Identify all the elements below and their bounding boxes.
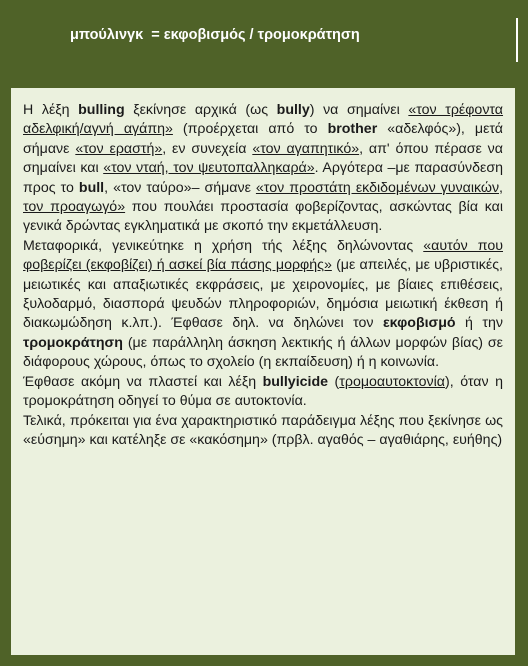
text-run: ) να σημαίνει: [309, 102, 409, 118]
right-edge-divider: [516, 18, 518, 62]
text-run: (με απειλές, με υβριστικές, μειωτικές και απαξιωτικές εκφράσεις, με χειρονομίες, με βίαιες επιθέσεις, ξυλοδαρμό, διασπορά ψευδών πληροφοριών, δημόσια μειωτική έκθεση ή διακωμώδηση κ.λπ.). Έφθασε δηλ. να δηλώνει τον: [23, 257, 503, 332]
text-run: «αδελφός»), μετά σήμανε: [23, 121, 503, 157]
text-run: Τελικά, πρόκειται για ένα χαρακτηριστικό παράδειγμα λέξης που ξεκίνησε ως «εύσημη» και κατέληξε σε «κακόσημη» (πρβλ. αγαθός – αγαθιάρης, ευήθης): [23, 412, 503, 448]
text-run: (προέρχεται από το: [172, 121, 328, 138]
text-run: που πουλάει προστασία φοβερίζοντας, ασκώντας βία και γενικά δρώντας εγκληματικά με σκοπό την εκμετάλλευση.: [23, 199, 503, 235]
text-run: , «τον ταύρο»– σήμανε: [104, 179, 256, 196]
page-title: μπούλινγκ = εκφοβισμός / τρομοκράτηση: [70, 27, 360, 43]
paragraph: [23, 412, 503, 451]
underlined-phrase: «τον εραστή»: [75, 140, 163, 157]
bold-term: τρομοκράτηση: [23, 334, 123, 351]
text-run: (με παράλληλη άσκηση λεκτικής ή άλλων μορφών βίας) σε διάφορους χώρους, όπως το σχολείο (η εκπαίδευση) ή η κοινωνία.: [23, 334, 503, 371]
text-run: Μεταφορικά, γενικεύτηκε η χρήση τής λέξης δηλώνοντας: [23, 237, 424, 254]
bold-term: bully: [276, 102, 310, 118]
text-run: ), όταν η τρομοκράτηση οδηγεί τo θύμα σε αυτοκτονία.: [23, 373, 503, 410]
text-run: ξεκίνησε αρχικά (ως: [124, 102, 277, 118]
text-run: (: [328, 373, 340, 390]
text-run: ή την: [455, 315, 503, 332]
underlined-phrase: «αυτόν που φοβερίζει (εκφοβίζει) ή ασκεί βία πάσης μορφής»: [23, 237, 503, 274]
bold-term: εκφοβισμό: [382, 315, 456, 332]
bold-term: bull: [78, 179, 105, 196]
text-run: Η λέξη: [23, 102, 79, 118]
underlined-phrase: «τον τρέφοντα αδελφική/αγνή αγάπη»: [23, 102, 504, 138]
underlined-phrase: «τον νταή, τον ψευτοπαλληκαρά»: [103, 160, 315, 177]
paragraph: [23, 237, 503, 373]
text-run: , απ' όπου πέρασε να σημαίνει και: [23, 140, 503, 177]
bold-term: bulling: [78, 102, 125, 118]
paragraph: [23, 101, 503, 237]
text-run: . Αργότερα –με παρασύνδεση προς το: [23, 160, 504, 196]
text-run: Έφθασε ακόμη να πλαστεί και λέξη: [23, 373, 263, 390]
paragraph: [23, 373, 503, 412]
underlined-phrase: τρομοαυτοκτονία: [339, 373, 446, 390]
text-run: , εν συνεχεία: [162, 140, 253, 157]
underlined-phrase: «τον αγαπητικό»: [252, 140, 360, 157]
underlined-phrase: «τον προστάτη εκδιδομένων γυναικών, τον προαγωγό»: [23, 179, 504, 216]
bold-term: brother: [327, 121, 378, 138]
text-panel: [11, 88, 515, 655]
bold-term: bullyicide: [262, 373, 329, 390]
